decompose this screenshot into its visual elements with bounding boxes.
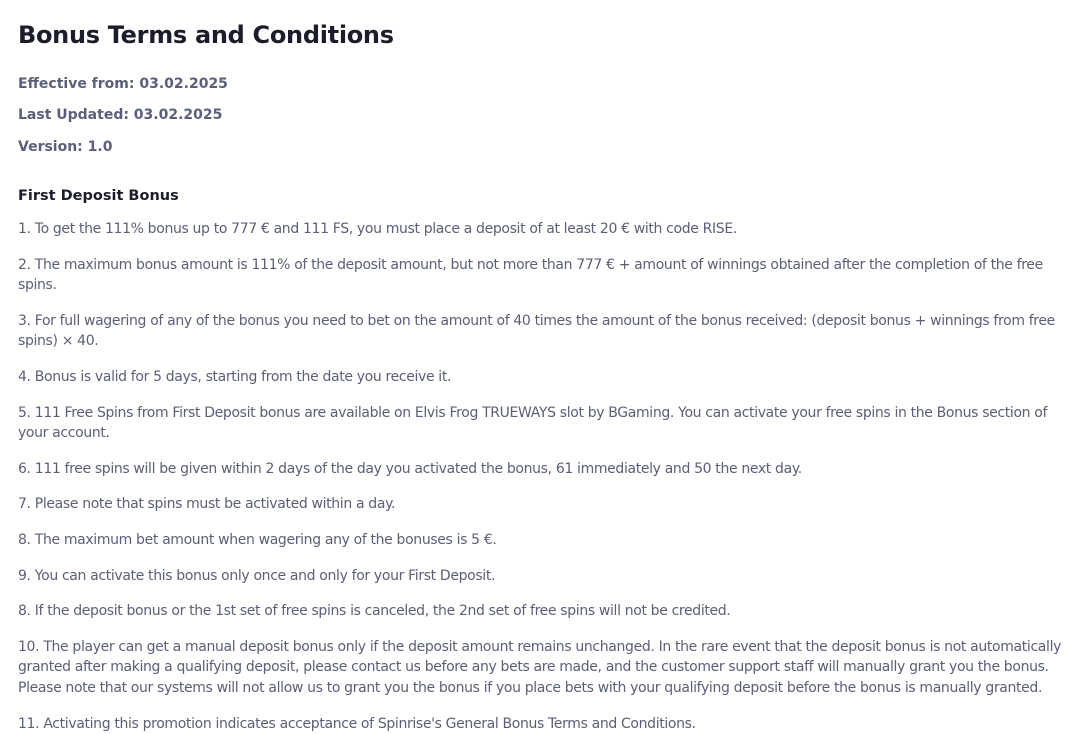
terms-list bbox=[18, 219, 1070, 734]
term-item: 8. The maximum bet amount when wagering any of the bonuses is 5 €. bbox=[18, 530, 1070, 551]
term-item: 2. The maximum bonus amount is 111% of the deposit amount, but not more than 777 € + amount of winnings obtained after the completion of the free spins. bbox=[18, 255, 1070, 296]
section-title-first-deposit-bonus: First Deposit Bonus bbox=[18, 186, 1070, 206]
effective-date: Effective from: 03.02.2025 bbox=[18, 74, 1070, 94]
term-item: 6. 111 free spins will be given within 2 days of the day you activated the bonus, 61 immediately and 50 the next day. bbox=[18, 459, 1070, 480]
term-item: 3. For full wagering of any of the bonus you need to bet on the amount of 40 times the amount of the bonus received: (deposit bonus + winnings from free spins) × 40. bbox=[18, 311, 1070, 352]
term-item: 10. The player can get a manual deposit bonus only if the deposit amount remains unchanged. In the rare event that the deposit bonus is not automatically granted after making a qualifying deposit, please contact us before any bets are made, and the customer support staff will manually grant you the bonus. Please note that our systems will not allow us to grant you the bonus if you place bets with your qualifying deposit before the bonus is manually granted. bbox=[18, 637, 1070, 699]
term-item: 7. Please note that spins must be activated within a day. bbox=[18, 494, 1070, 515]
page-title: Bonus Terms and Conditions bbox=[18, 18, 1070, 52]
term-item: 4. Bonus is valid for 5 days, starting from the date you receive it. bbox=[18, 367, 1070, 388]
term-item: 1. To get the 111% bonus up to 777 € and 111 FS, you must place a deposit of at least 20 € with code RISE. bbox=[18, 219, 1070, 240]
term-item: 9. You can activate this bonus only once and only for your First Deposit. bbox=[18, 566, 1070, 587]
last-updated-date: Last Updated: 03.02.2025 bbox=[18, 105, 1070, 125]
version-label: Version: 1.0 bbox=[18, 137, 1070, 157]
term-item: 11. Activating this promotion indicates acceptance of Spinrise's General Bonus Terms and Conditions. bbox=[18, 714, 1070, 734]
term-item: 8. If the deposit bonus or the 1st set of free spins is canceled, the 2nd set of free spins will not be credited. bbox=[18, 601, 1070, 622]
term-item: 5. 111 Free Spins from First Deposit bonus are available on Elvis Frog TRUEWAYS slot by BGaming. You can activate your free spins in the Bonus section of your account. bbox=[18, 403, 1070, 444]
